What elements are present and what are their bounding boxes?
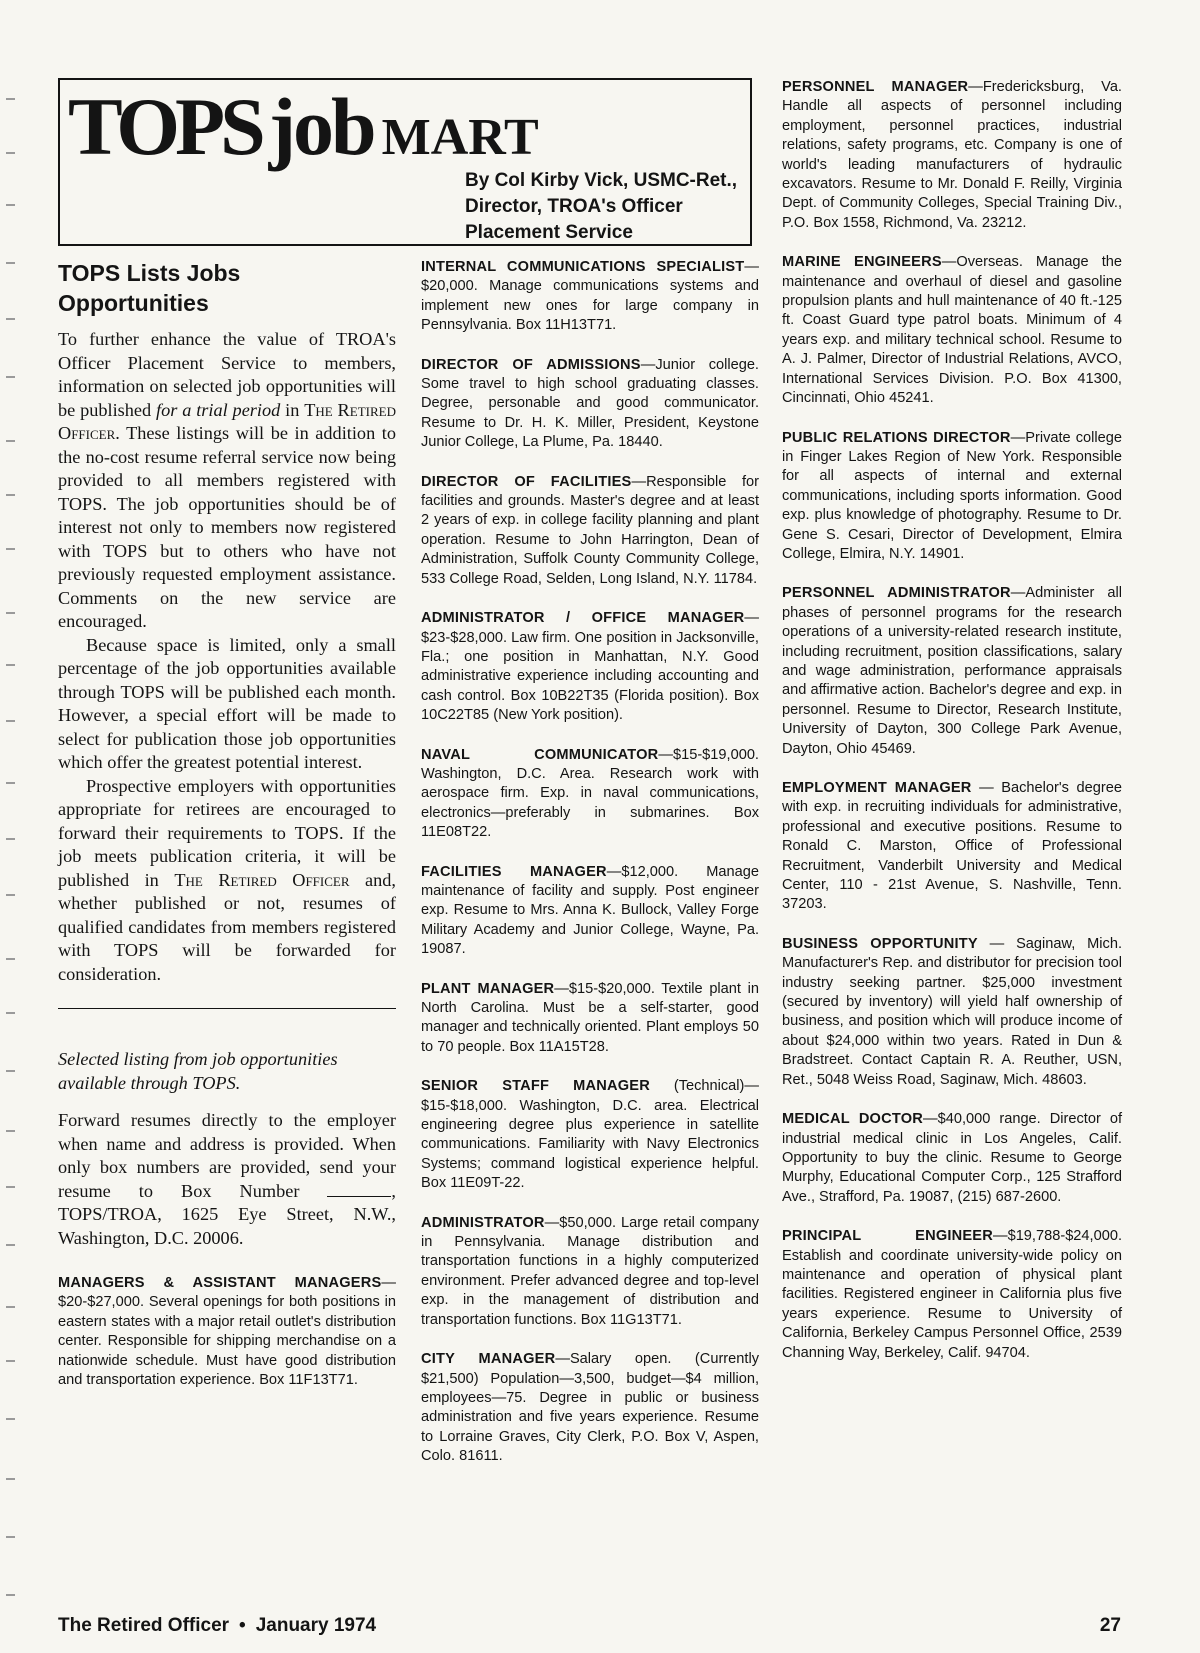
job-listing: [421, 746, 759, 843]
box-number-blank: [327, 1182, 391, 1197]
p1-text-a: To further enhance the value of TROA's Officer Placement Service to members, information on selected job opportunities will be published: [58, 329, 396, 420]
logo-tops: TOPS: [68, 81, 261, 172]
p1-publication: The Retired Officer: [58, 399, 396, 443]
footer-publication-line: [58, 1615, 376, 1637]
job-title: PERSONNEL MANAGER: [782, 79, 969, 95]
intro-paragraph-3: [58, 775, 396, 987]
divider-rule: [58, 1008, 396, 1009]
job-body: —$12,000. Manage maintenance of facility and supply. Post engineer exp. Resume to Mrs. Anna K. Bullock, Valley Forge Military Academy and Junior College, Wayne, Pa. 19087.: [421, 863, 759, 958]
page-number: 27: [1099, 1615, 1121, 1636]
job-body: —$23-$28,000. Law firm. One position in Jacksonville, Fla.; one position in Manhattan, N.Y. Good administrative experience including accounting and cash control. Box 10B22T35 (Florida position). Box 10C22T85 (New York position).: [421, 610, 759, 724]
job-body: —$15-$19,000. Washington, D.C. Area. Research work with aerospace firm. Exp. in naval communications, electronics—preferably in submarines. Box 11E08T22.: [421, 746, 759, 841]
job-body: —Fredericksburg, Va. Handle all aspects of personnel including employment, personnel practices, industrial relations, safety programs, etc. Company is one of world's leading manufacturers of hydraulic excavators. Resume to Mr. Donald F. Reilly, Virginia Dept. of Community Colleges, Special Training Div., P.O. Box 1558, Richmond, Va. 23212.: [782, 79, 1122, 231]
p1-italic: for a trial period: [156, 399, 281, 420]
forward-resumes-paragraph: [58, 1109, 396, 1250]
job-title: MANAGERS & ASSISTANT MANAGERS: [58, 1275, 382, 1291]
job-body: (Technical)—$15-$18,000. Washington, D.C. area. Electrical engineering degree plus experience in satellite communications. Familiarity with Navy Electronics Systems; command logistical experience helpful. Box 11E09T-22.: [421, 1078, 759, 1192]
job-body: —$15-$20,000. Textile plant in North Carolina. Must be a self-starter, good manager and technically oriented. Plant employs 50 to 70 people. Box 11A15T28.: [421, 980, 759, 1055]
job-body: —Salary open. (Currently $21,500) Population—3,500, budget—$4 million, employees—75. Degree in public or business administration and five years experience. Resume to Lorraine Graves, City Clerk, P.O. Box V, Aspen, Colo. 81611.: [421, 1351, 759, 1465]
job-listing: [782, 935, 1122, 1090]
job-title: PERSONNEL ADMINISTRATOR: [782, 585, 1011, 602]
middle-column: [421, 258, 759, 1487]
job-title: SENIOR STAFF MANAGER: [421, 1078, 650, 1095]
job-title: PLANT MANAGER: [421, 980, 555, 997]
job-listing: [782, 253, 1122, 408]
intro-heading: TOPS Lists Jobs Opportunities: [58, 260, 241, 316]
selected-listing-note: Selected listing from job opportunities available through TOPS.: [58, 1049, 338, 1093]
job-title: FACILITIES MANAGER: [421, 863, 607, 880]
p3-text-b: and, whether published or not, resumes of qualified candidates from members registered with TOPS will be forwarded for consideration.: [58, 869, 396, 984]
job-body: — Saginaw, Mich. Manufacturer's Rep. and distributor for precision tool industry seeking partner. $25,000 investment (secured by inventory) will yield half ownership of business, and position which will produce income of about $24,000 within two years. Rated in Dun & Bradstreet. Contact Captain R. A. Reuther, USN, Ret., 5048 Weiss Road, Saginaw, Mich. 48603.: [782, 935, 1122, 1088]
job-title: MEDICAL DOCTOR: [782, 1111, 923, 1128]
job-listing: [58, 1274, 396, 1390]
job-body: —$20-$27,000. Several openings for both positions in eastern states with a major retail outlet's distribution center. Responsible for shipping merchandise on a nationwide schedule. Must have good distribution and transportation experience. Box 11F13T71.: [58, 1275, 396, 1389]
job-listing: [421, 863, 759, 960]
title-box: [58, 78, 752, 246]
footer-publication: The Retired Officer: [58, 1615, 230, 1636]
forward-text-b: , TOPS/TROA, 1625 Eye Street, N.W., Washington, D.C. 20006.: [58, 1180, 396, 1248]
byline: By Col Kirby Vick, USMC-Ret., Director, TROA's Officer Placement Service: [465, 170, 738, 243]
logo-job: job: [268, 81, 374, 172]
job-listing: [782, 1227, 1122, 1363]
job-title: PRINCIPAL ENGINEER: [782, 1228, 993, 1245]
job-body: —Responsible for facilities and grounds. Master's degree and at least 2 years of exp. in college facility planning and plant operation. Resume to John Harrington, Dean of Administration, Suffolk County Community College, 533 College Road, Selden, Long Island, N.Y. 11784.: [421, 473, 760, 587]
job-listing: [782, 1110, 1122, 1207]
job-listing: [421, 258, 759, 336]
job-title: MARINE ENGINEERS: [782, 254, 942, 271]
job-title: DIRECTOR OF FACILITIES: [421, 473, 632, 490]
job-body: —Private college in Finger Lakes Region of New York. Responsible for all aspects of internal and external communications, including sports information. Good exp. plus knowledge of photography. Resume to Dr. Gene S. Cesari, Director of Development, Elmira College, Elmira, N.Y. 14901.: [782, 429, 1122, 562]
job-body: —$50,000. Large retail company in Pennsylvania. Manage distribution and transportation functions in a highly computerized environment. Prefer advanced degree and top-level exp. in the management of distribution and transportation functions. Box 11G13T71.: [421, 1214, 759, 1328]
p1-text-b: in: [280, 399, 305, 420]
job-listing: [782, 429, 1122, 565]
job-body: —$20,000. Manage communications systems and implement new ones for large company in Pennsylvania. Box 11H13T71.: [421, 259, 759, 334]
intro-paragraph-2: Because space is limited, only a small percentage of the job opportunities available through TOPS will be published each month. However, a special effort will be made to select for publication those job opportunities which offer the greatest potential interest.: [58, 634, 396, 772]
job-listing: [421, 473, 759, 589]
right-column: [782, 78, 1122, 1383]
job-body: — Bachelor's degree with exp. in recruiting individuals for administrative, professional and executive positions. Resume to Ronald C. Marston, Office of Professional Recruitment, Vanderbilt University and Medical Center, 110 - 21st Avenue, S. Nashville, Tenn. 37203.: [782, 780, 1122, 913]
job-title: BUSINESS OPPORTUNITY: [782, 935, 978, 952]
left-column: [58, 258, 396, 1410]
job-listing: [421, 1350, 759, 1466]
job-body: —Overseas. Manage the maintenance and overhaul of diesel and gasoline propulsion plants and hull maintenance of 40 ft.-125 ft. Coast Guard type patrol boats. Minimum of 4 years exp. and military technical school. Resume to A. J. Palmer, Director of Industrial Relations, AVCO, International Services Division. P.O. Box 41300, Cincinnati, Ohio 45241.: [782, 254, 1123, 407]
job-listing: [782, 78, 1122, 233]
job-body: —$19,788-$24,000. Establish and coordinate university-wide policy on maintenance and operation of physical plant facilities. Registered engineer in California plus five years experience. Resume to University of California, Berkeley Campus Personnel Office, 2539 Channing Way, Berkeley, Calif. 94704.: [782, 1228, 1122, 1361]
logo-mart: MART: [381, 109, 539, 166]
job-listing: [421, 609, 759, 725]
tops-job-mart-logo: [68, 81, 539, 172]
job-listing: [421, 980, 759, 1058]
forward-text-a: Forward resumes directly to the employer when name and address is provided. When only box numbers are provided, send your resume to Box Number: [58, 1110, 396, 1201]
p3-publication: The Retired Officer: [174, 869, 350, 890]
job-title: INTERNAL COMMUNICATIONS SPECIALIST: [421, 259, 745, 275]
job-title: PUBLIC RELATIONS DIRECTOR: [782, 429, 1011, 446]
p1-text-c: . These listings will be in addition to the no-cost resume referral service now being provided to all members registered with TOPS. The job opportunities should be of interest not only to members now registered with TOPS but to others who have not previously requested employment assistance. Comments on the new service are encouraged.: [58, 423, 396, 631]
job-title: DIRECTOR OF ADMISSIONS: [421, 356, 641, 373]
page-footer: [58, 1615, 1121, 1641]
job-body: —$40,000 range. Director of industrial medical clinic in Los Angeles, Calif. Opportunity to buy the clinic. Resume to George Murphy, Educational Computer Corp., 125 Strafford Ave., Strafford, Pa. 19087, (215) 687-2600.: [782, 1111, 1122, 1205]
footer-date: January 1974: [255, 1615, 377, 1636]
job-title: ADMINISTRATOR: [421, 1214, 545, 1231]
job-title: ADMINISTRATOR / OFFICE MANAGER: [421, 610, 745, 627]
job-body: —Administer all phases of personnel programs for the research operations of a university-related research institute, including recruitment, position classifications, salary and wage administration, performance appraisals and affirmative action. Bachelor's degree and exp. in personnel. Resume to Director, Research Institute, University of Dayton, 300 College Park Avenue, Dayton, Ohio 45469.: [782, 585, 1122, 757]
intro-paragraph-1: [58, 328, 396, 634]
job-title: EMPLOYMENT MANAGER: [782, 780, 972, 796]
job-body: —Junior college. Some travel to high school graduating classes. Degree, personable and good communicator. Resume to Dr. H. K. Miller, President, Keystone Junior College, La Plume, Pa. 18440.: [421, 356, 759, 451]
footer-separator: •: [239, 1615, 246, 1636]
job-listing: [782, 779, 1122, 915]
job-listing: [782, 584, 1122, 759]
job-listing: [421, 1077, 759, 1193]
job-listing: [421, 356, 759, 453]
p3-text-a: Prospective employers with opportunities appropriate for retirees are encouraged to forward their requirements to TOPS. If the job meets publication criteria, it will be published in: [58, 775, 396, 890]
job-title: NAVAL COMMUNICATOR: [421, 746, 659, 763]
job-listing: [421, 1214, 759, 1330]
job-title: CITY MANAGER: [421, 1351, 556, 1368]
